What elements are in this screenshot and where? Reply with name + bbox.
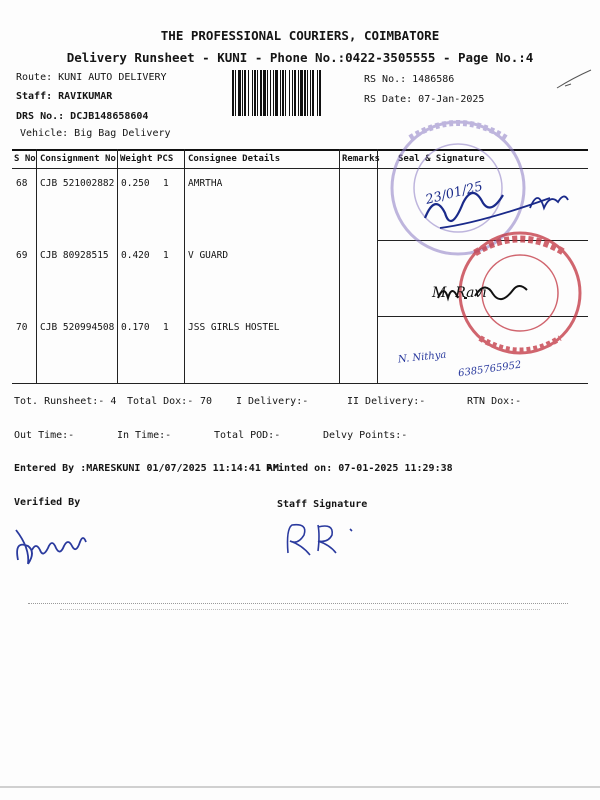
row-consignee: AMRTHA <box>188 178 223 189</box>
scan-noise-line <box>60 609 540 610</box>
verified-by-label: Verified By <box>14 497 81 508</box>
page-edge-line <box>0 786 600 788</box>
ii-delivery: II Delivery:- <box>347 396 426 407</box>
col-consignee: Consignee Details <box>188 154 281 164</box>
col-weight: Weight <box>120 154 153 164</box>
rtn-dox: RTN Dox:- <box>467 396 522 407</box>
row-consignment: CJB 521002882 <box>40 178 115 189</box>
barcode-image <box>232 70 354 116</box>
row-consignment: CJB 520994508 <box>40 322 115 333</box>
col-consignment: Consignment No <box>40 154 116 164</box>
staff-signature-icon <box>278 513 368 563</box>
handwritten-receiver-row3: N. Nithya <box>397 349 447 366</box>
staff-signature-label: Staff Signature <box>277 499 368 510</box>
handwritten-phone: 6385765952 <box>457 359 523 380</box>
row-sno: 68 <box>16 178 28 189</box>
total-pod: Total POD:- <box>214 430 281 441</box>
row-consignee: JSS GIRLS HOSTEL <box>188 322 280 333</box>
vehicle-label: Vehicle: Big Bag Delivery <box>20 128 171 139</box>
route-label: Route: KUNI AUTO DELIVERY <box>16 72 167 83</box>
handwritten-date: 23/01/25 <box>424 179 485 208</box>
company-title: THE PROFESSIONAL COURIERS, COIMBATORE <box>160 28 440 43</box>
in-time: In Time:- <box>117 430 172 441</box>
col-seal-signature: Seal & Signature <box>398 154 485 164</box>
row-pcs: 1 <box>163 178 169 189</box>
row-weight: 0.170 <box>121 322 150 333</box>
printed-on: Printed on: 07-01-2025 11:29:38 <box>266 463 453 474</box>
total-dox-value: 70 <box>200 396 213 407</box>
rs-number: RS No.: 1486586 <box>364 74 455 85</box>
scan-noise-line <box>28 603 568 604</box>
col-remarks: Remarks <box>342 154 380 164</box>
row-weight: 0.420 <box>121 250 150 261</box>
row-consignment: CJB 80928515 <box>40 250 109 261</box>
tot-runsheet: Tot. Runsheet:- 4 <box>14 396 117 407</box>
total-dox-label: Total Dox:- <box>127 396 194 407</box>
scan-mark <box>555 66 595 96</box>
staff-label: Staff: RAVIKUMAR <box>16 91 113 102</box>
verifier-signature-icon <box>10 520 100 570</box>
col-pcs: PCS <box>157 154 174 164</box>
row-sno: 70 <box>16 322 28 333</box>
runsheet-subtitle: Delivery Runsheet - KUNI - Phone No.:0422-3505555 - Page No.:4 <box>66 50 534 65</box>
col-sno: S No <box>14 154 36 164</box>
row-pcs: 1 <box>163 250 169 261</box>
entered-by: Entered By :MARESKUNI 01/07/2025 11:14:41 AM <box>14 463 279 474</box>
delvy-points: Delvy Points:- <box>323 430 408 441</box>
drs-number: DRS No.: DCJB148658604 <box>16 111 149 122</box>
row-pcs: 1 <box>163 322 169 333</box>
row-weight: 0.250 <box>121 178 150 189</box>
rs-date: RS Date: 07-Jan-2025 <box>364 94 485 105</box>
out-time: Out Time:- <box>14 430 75 441</box>
row-sno: 69 <box>16 250 28 261</box>
row-consignee: V GUARD <box>188 250 229 261</box>
handwritten-receiver-row2: M. Ravi <box>432 285 487 301</box>
i-delivery: I Delivery:- <box>236 396 309 407</box>
